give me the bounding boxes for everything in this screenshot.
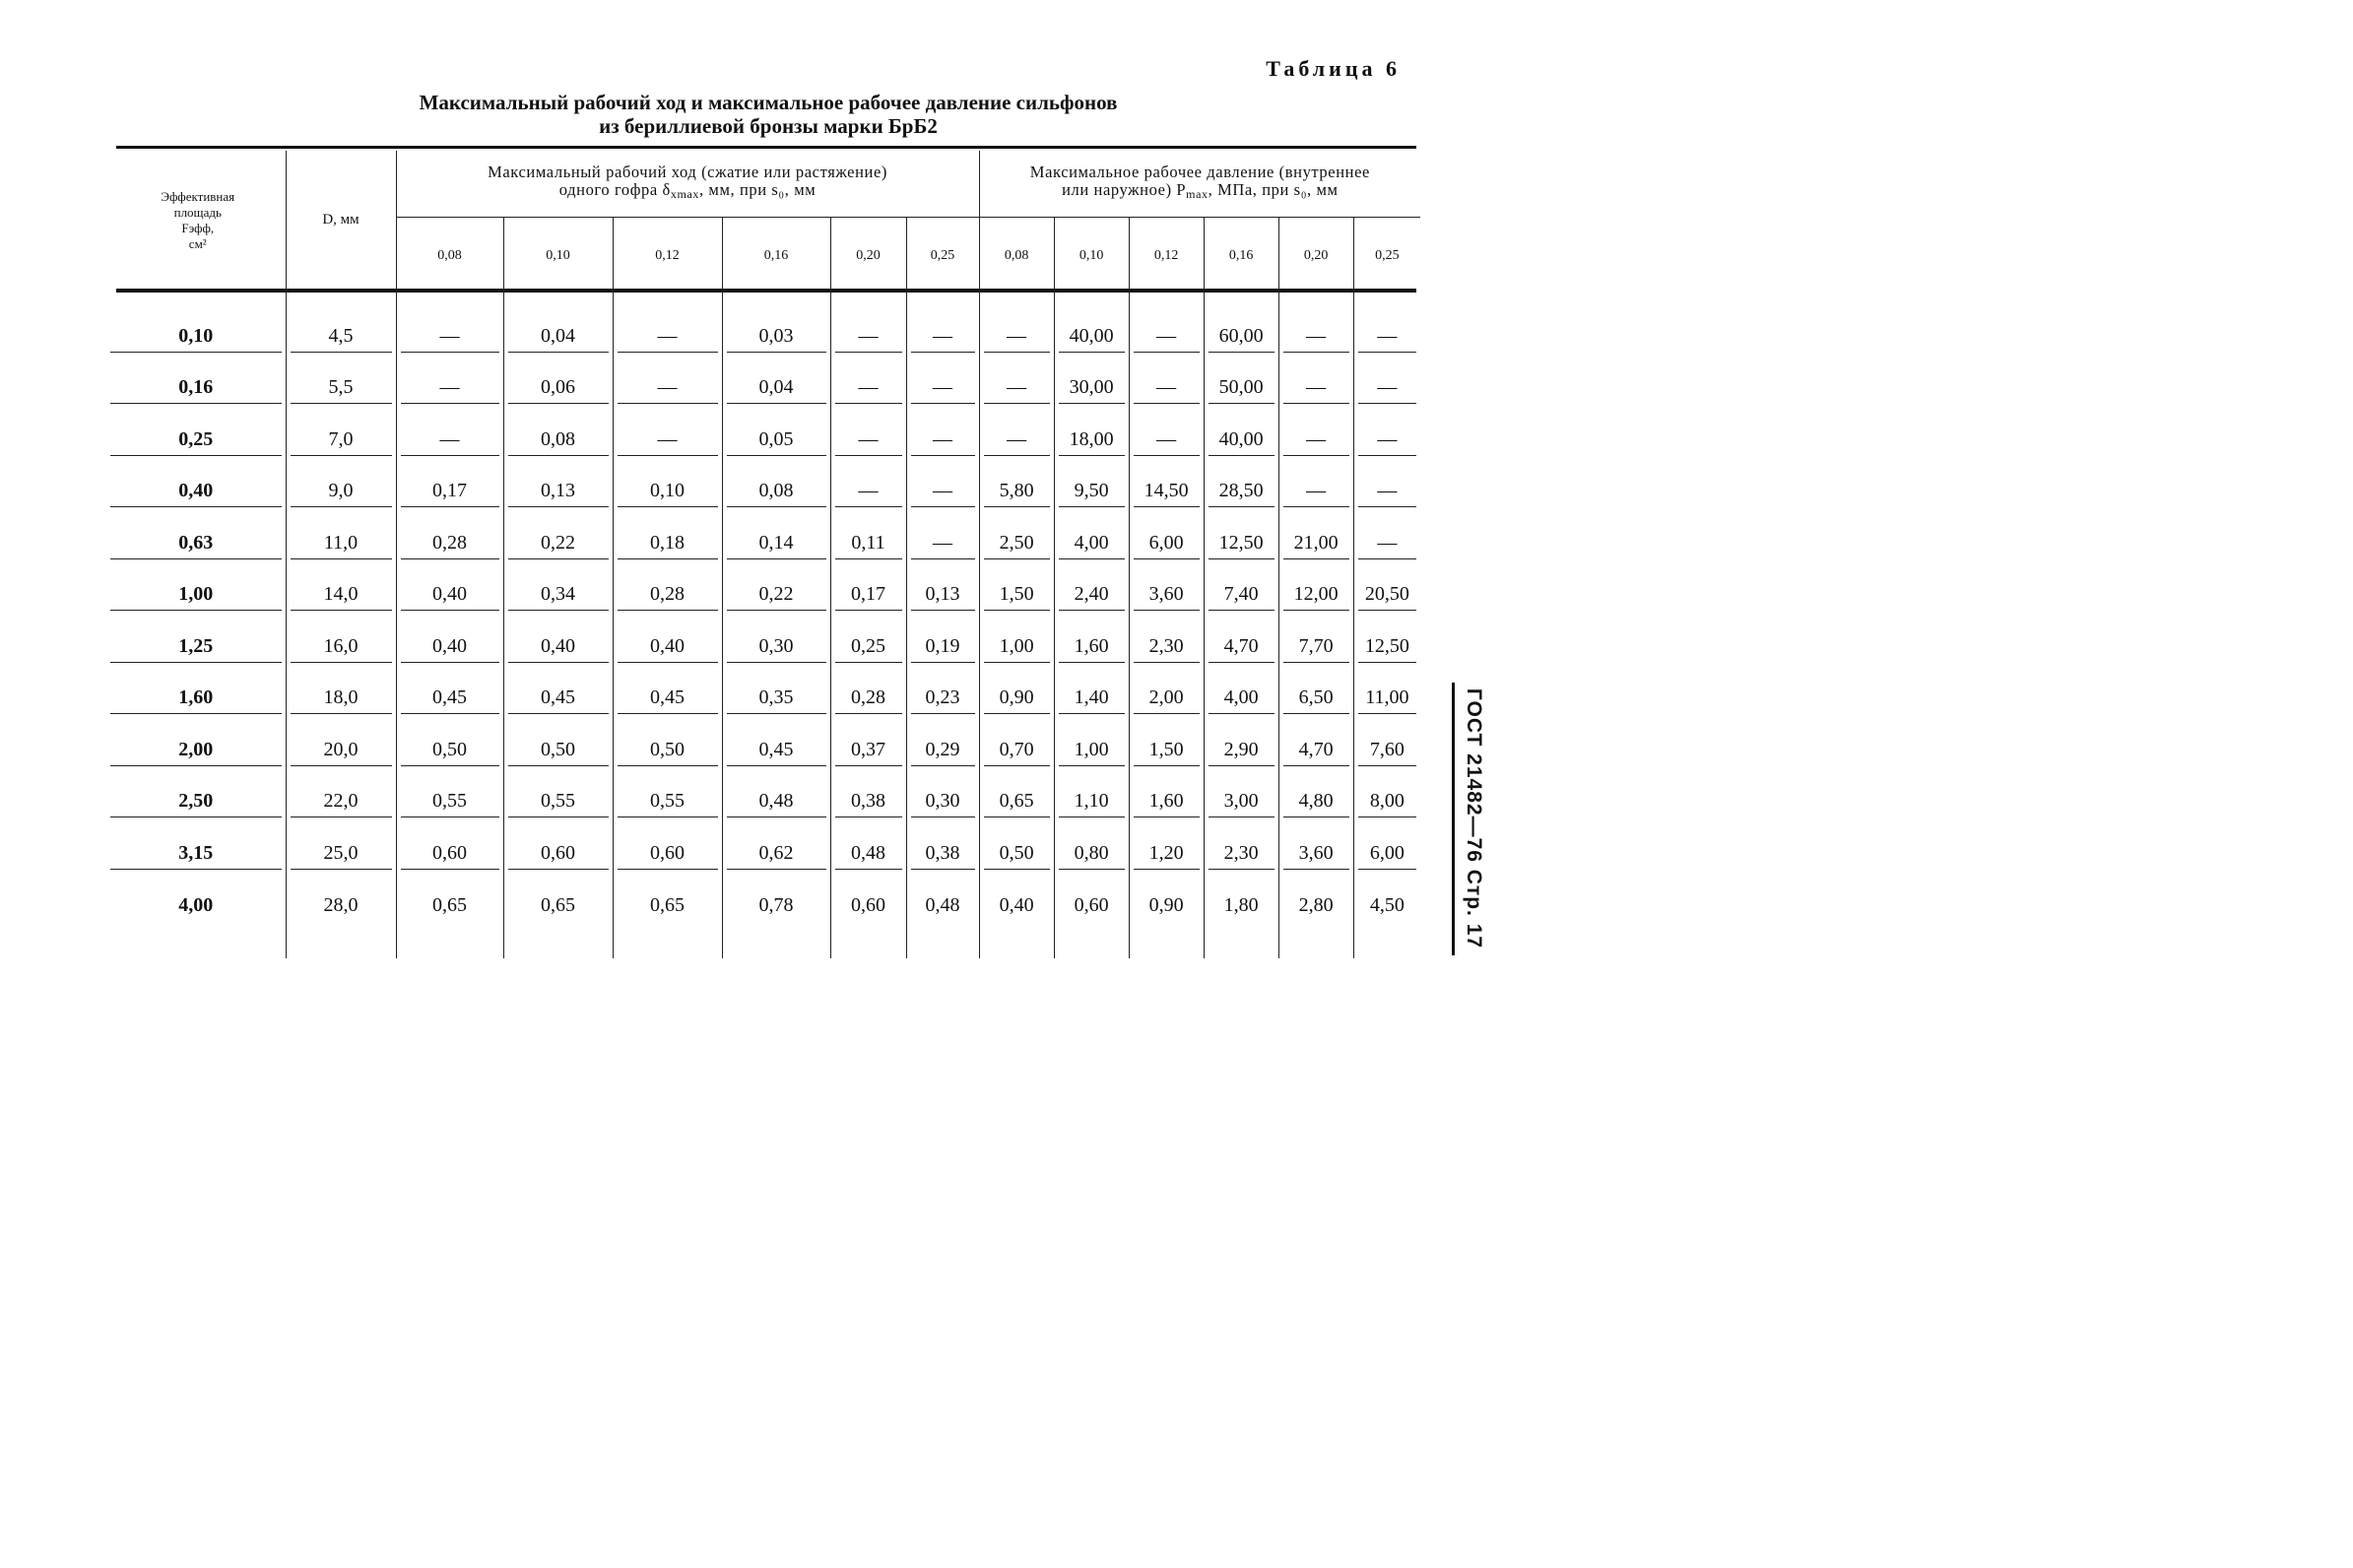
header-max-stroke: Максимальный рабочий ход (сжатие или растяжение) одного гофра $\delta_{xmax}$, мм, при s₀, мм — [396, 151, 979, 217]
effective-area-cell: 1,00 — [110, 580, 282, 611]
pressure-value-cell: 1,00 — [984, 632, 1050, 663]
stroke-value-cell: 0,28 — [835, 684, 902, 714]
pressure-value-cell: 5,80 — [984, 477, 1050, 507]
stroke-value-cell: 0,30 — [911, 787, 975, 817]
stroke-value-cell: 0,65 — [650, 894, 685, 916]
pressure-value-cell: 2,50 — [984, 529, 1050, 559]
stroke-value-cell: 0,14 — [727, 529, 826, 559]
pressure-value-cell: 3,00 — [1209, 787, 1275, 817]
table-title — [276, 91, 1261, 138]
pressure-value-cell: 2,80 — [1298, 894, 1334, 916]
header-thickness-8: 0,12 — [1129, 217, 1204, 290]
pressure-value-cell: 6,00 — [1358, 839, 1417, 870]
stroke-value-cell: — — [911, 373, 975, 404]
pressure-value-cell: — — [1283, 373, 1349, 404]
pressure-value-cell: 4,50 — [1369, 894, 1405, 916]
stroke-value-cell: 0,55 — [618, 787, 718, 817]
pressure-value-cell: — — [984, 373, 1050, 404]
stroke-value-cell: 0,50 — [401, 736, 499, 766]
pressure-value-cell: 14,50 — [1134, 477, 1200, 507]
pressure-value-cell: 11,00 — [1358, 684, 1417, 714]
stroke-value-cell: — — [911, 477, 975, 507]
table-row — [110, 613, 1420, 665]
pressure-value-cell: 8,00 — [1358, 787, 1417, 817]
pressure-value-cell: — — [1134, 322, 1200, 353]
pressure-value-cell: 1,10 — [1059, 787, 1125, 817]
pressure-value-cell: 1,80 — [1223, 894, 1259, 916]
stroke-value-cell: 0,29 — [911, 736, 975, 766]
pressure-value-cell: 0,40 — [999, 894, 1034, 916]
pressure-value-cell: 0,65 — [984, 787, 1050, 817]
stroke-value-cell: 0,11 — [835, 529, 902, 559]
stroke-value-cell: 0,38 — [911, 839, 975, 870]
diameter-cell: 5,5 — [291, 373, 392, 404]
table-row — [110, 716, 1420, 768]
table-row — [110, 355, 1420, 407]
header-diameter: D, мм — [286, 151, 396, 290]
pressure-value-cell: 20,50 — [1358, 580, 1417, 611]
pressure-value-cell: 2,90 — [1209, 736, 1275, 766]
stroke-value-cell: — — [835, 373, 902, 404]
stroke-value-cell: 0,48 — [727, 787, 826, 817]
header-thickness-11: 0,25 — [1353, 217, 1420, 290]
stroke-value-cell: 0,28 — [618, 580, 718, 611]
stroke-value-cell: 0,22 — [508, 529, 609, 559]
pressure-value-cell: 4,00 — [1209, 684, 1275, 714]
stroke-value-cell: 0,55 — [401, 787, 499, 817]
pressure-value-cell: — — [1358, 529, 1417, 559]
diameter-cell: 11,0 — [291, 529, 392, 559]
title-line-1: Максимальный рабочий ход и максимальное рабочее давление сильфонов — [419, 91, 1118, 114]
pressure-value-cell: — — [1358, 477, 1417, 507]
stroke-value-cell: — — [835, 322, 902, 353]
stroke-value-cell: 0,60 — [401, 839, 499, 870]
diameter-cell: 7,0 — [291, 425, 392, 456]
stroke-value-cell: 0,23 — [911, 684, 975, 714]
stroke-value-cell: 0,17 — [401, 477, 499, 507]
header-thickness-2: 0,12 — [613, 217, 722, 290]
stroke-value-cell: 0,55 — [508, 787, 609, 817]
table-row — [110, 458, 1420, 510]
pressure-value-cell: 0,90 — [984, 684, 1050, 714]
stroke-value-cell: 0,65 — [432, 894, 467, 916]
stroke-value-cell: 0,03 — [727, 322, 826, 353]
header-max-pressure: Максимальное рабочее давление (внутреннее или наружное) $P_{max}$, МПа, при s₀, мм — [979, 151, 1420, 217]
stroke-value-cell: 0,45 — [508, 684, 609, 714]
header-thickness-1: 0,10 — [503, 217, 613, 290]
diameter-cell: 9,0 — [291, 477, 392, 507]
stroke-value-cell: — — [911, 425, 975, 456]
effective-area-cell: 1,60 — [110, 684, 282, 714]
pressure-value-cell: 0,50 — [984, 839, 1050, 870]
stroke-value-cell: 0,40 — [401, 580, 499, 611]
effective-area-cell: 0,40 — [110, 477, 282, 507]
side-caption-rule — [1452, 683, 1455, 955]
pressure-value-cell: 2,40 — [1059, 580, 1125, 611]
pressure-value-cell: 7,40 — [1209, 580, 1275, 611]
diameter-cell: 16,0 — [291, 632, 392, 663]
stroke-value-cell: — — [911, 322, 975, 353]
table-number-label: Таблица 6 — [1266, 56, 1401, 81]
pressure-value-cell: 0,80 — [1059, 839, 1125, 870]
pressure-value-cell: 12,00 — [1283, 580, 1349, 611]
stroke-value-cell: — — [401, 373, 499, 404]
stroke-value-cell: — — [618, 425, 718, 456]
stroke-value-cell: 0,38 — [835, 787, 902, 817]
stroke-value-cell: 0,60 — [851, 894, 885, 916]
stroke-value-cell: 0,30 — [727, 632, 826, 663]
diameter-cell: 25,0 — [291, 839, 392, 870]
stroke-value-cell: 0,28 — [401, 529, 499, 559]
table-row — [110, 509, 1420, 561]
stroke-value-cell: 0,18 — [618, 529, 718, 559]
stroke-value-cell: — — [401, 322, 499, 353]
pressure-value-cell: — — [1283, 322, 1349, 353]
header-thickness-4: 0,20 — [830, 217, 906, 290]
stroke-value-cell: 0,62 — [727, 839, 826, 870]
pressure-value-cell: 1,20 — [1134, 839, 1200, 870]
stroke-value-cell: 0,50 — [618, 736, 718, 766]
stroke-value-cell: — — [835, 425, 902, 456]
stroke-value-cell: 0,40 — [508, 632, 609, 663]
pressure-value-cell: 6,50 — [1283, 684, 1349, 714]
table-body — [110, 290, 1420, 958]
effective-area-cell: 2,00 — [110, 736, 282, 766]
header-thickness-3: 0,16 — [722, 217, 830, 290]
pressure-value-cell: 30,00 — [1059, 373, 1125, 404]
stroke-value-cell: 0,10 — [618, 477, 718, 507]
stroke-value-cell: 0,60 — [508, 839, 609, 870]
stroke-value-cell: 0,25 — [835, 632, 902, 663]
pressure-value-cell: 2,30 — [1134, 632, 1200, 663]
stroke-value-cell: 0,34 — [508, 580, 609, 611]
bellows-parameters-table — [110, 151, 1420, 958]
stroke-value-cell: — — [835, 477, 902, 507]
stroke-value-cell: 0,40 — [401, 632, 499, 663]
stroke-value-cell: 0,06 — [508, 373, 609, 404]
table-row — [110, 768, 1420, 820]
header-thickness-7: 0,10 — [1054, 217, 1129, 290]
stroke-value-cell: 0,60 — [618, 839, 718, 870]
stroke-value-cell: — — [401, 425, 499, 456]
stroke-value-cell: 0,48 — [925, 894, 960, 916]
pressure-value-cell: 4,00 — [1059, 529, 1125, 559]
effective-area-cell: 0,16 — [110, 373, 282, 404]
stroke-value-cell: 0,40 — [618, 632, 718, 663]
stroke-value-cell: 0,78 — [758, 894, 794, 916]
stroke-value-cell: 0,13 — [508, 477, 609, 507]
pressure-value-cell: 2,30 — [1209, 839, 1275, 870]
stroke-value-cell: 0,04 — [508, 322, 609, 353]
table-row — [110, 665, 1420, 717]
diameter-cell: 4,5 — [291, 322, 392, 353]
stroke-value-cell: 0,19 — [911, 632, 975, 663]
header-thickness-5: 0,25 — [906, 217, 979, 290]
pressure-value-cell: 1,50 — [984, 580, 1050, 611]
effective-area-cell: 2,50 — [110, 787, 282, 817]
diameter-cell: 18,0 — [291, 684, 392, 714]
standard-page-caption: ГОСТ 21482—76 Стр. 17 — [1463, 687, 1485, 949]
stroke-value-cell: 0,04 — [727, 373, 826, 404]
stroke-value-cell: 0,08 — [508, 425, 609, 456]
title-line-2: из бериллиевой бронзы марки БрБ2 — [599, 114, 938, 138]
pressure-value-cell: 3,60 — [1283, 839, 1349, 870]
pressure-value-cell: 0,90 — [1148, 894, 1184, 916]
pressure-value-cell: — — [984, 425, 1050, 456]
header-thickness-6: 0,08 — [979, 217, 1054, 290]
pressure-value-cell: — — [1283, 425, 1349, 456]
stroke-value-cell: 0,35 — [727, 684, 826, 714]
effective-area-cell: 3,15 — [110, 839, 282, 870]
header-thickness-10: 0,20 — [1278, 217, 1353, 290]
table-row — [110, 561, 1420, 614]
pressure-value-cell: 0,60 — [1074, 894, 1109, 916]
pressure-value-cell: — — [1358, 322, 1417, 353]
pressure-value-cell: 3,60 — [1134, 580, 1200, 611]
stroke-value-cell: — — [618, 322, 718, 353]
header-thickness-0: 0,08 — [396, 217, 503, 290]
pressure-value-cell: 9,50 — [1059, 477, 1125, 507]
table-top-rule — [116, 146, 1416, 149]
pressure-value-cell: 50,00 — [1209, 373, 1275, 404]
pressure-value-cell: 1,40 — [1059, 684, 1125, 714]
pressure-value-cell: 28,50 — [1209, 477, 1275, 507]
pressure-value-cell: — — [1134, 373, 1200, 404]
stroke-value-cell: 0,08 — [727, 477, 826, 507]
stroke-value-cell: 0,05 — [727, 425, 826, 456]
pressure-value-cell: 4,80 — [1283, 787, 1349, 817]
pressure-value-cell: — — [1358, 425, 1417, 456]
header-effective-area: Эффективная площадь Fэфф, см² — [161, 188, 235, 251]
table-row — [110, 406, 1420, 458]
pressure-value-cell: 0,70 — [984, 736, 1050, 766]
stroke-value-cell: 0,17 — [835, 580, 902, 611]
table-row — [110, 819, 1420, 872]
stroke-value-cell: 0,45 — [727, 736, 826, 766]
pressure-value-cell: 4,70 — [1283, 736, 1349, 766]
stroke-value-cell: 0,37 — [835, 736, 902, 766]
effective-area-cell: 0,10 — [110, 322, 282, 353]
pressure-value-cell: 1,00 — [1059, 736, 1125, 766]
effective-area-cell: 1,25 — [110, 632, 282, 663]
pressure-value-cell: — — [1134, 425, 1200, 456]
stroke-value-cell: 0,13 — [911, 580, 975, 611]
stroke-value-cell: 0,22 — [727, 580, 826, 611]
pressure-value-cell: 1,60 — [1059, 632, 1125, 663]
pressure-value-cell: — — [984, 322, 1050, 353]
pressure-value-cell: 7,70 — [1283, 632, 1349, 663]
pressure-value-cell: 18,00 — [1059, 425, 1125, 456]
diameter-cell: 14,0 — [291, 580, 392, 611]
pressure-value-cell: 2,00 — [1134, 684, 1200, 714]
pressure-value-cell: 60,00 — [1209, 322, 1275, 353]
pressure-value-cell: 40,00 — [1209, 425, 1275, 456]
header-thickness-9: 0,16 — [1204, 217, 1278, 290]
pressure-value-cell: 40,00 — [1059, 322, 1125, 353]
pressure-value-cell: — — [1358, 373, 1417, 404]
stroke-value-cell: 0,48 — [835, 839, 902, 870]
pressure-value-cell: — — [1283, 477, 1349, 507]
diameter-cell: 28,0 — [323, 894, 359, 916]
effective-area-cell: 4,00 — [178, 894, 214, 916]
diameter-cell: 20,0 — [291, 736, 392, 766]
stroke-value-cell: — — [911, 529, 975, 559]
diameter-cell: 22,0 — [291, 787, 392, 817]
table-row — [110, 302, 1420, 355]
stroke-value-cell: 0,65 — [541, 894, 575, 916]
effective-area-cell: 0,25 — [110, 425, 282, 456]
stroke-value-cell: 0,45 — [618, 684, 718, 714]
pressure-value-cell: 1,50 — [1134, 736, 1200, 766]
pressure-value-cell: 1,60 — [1134, 787, 1200, 817]
stroke-value-cell: 0,50 — [508, 736, 609, 766]
stroke-value-cell: — — [618, 373, 718, 404]
pressure-value-cell: 7,60 — [1358, 736, 1417, 766]
table-row — [110, 872, 1420, 924]
stroke-value-cell: 0,45 — [401, 684, 499, 714]
pressure-value-cell: 4,70 — [1209, 632, 1275, 663]
pressure-value-cell: 12,50 — [1358, 632, 1417, 663]
effective-area-cell: 0,63 — [110, 529, 282, 559]
pressure-value-cell: 12,50 — [1209, 529, 1275, 559]
pressure-value-cell: 21,00 — [1283, 529, 1349, 559]
pressure-value-cell: 6,00 — [1134, 529, 1200, 559]
